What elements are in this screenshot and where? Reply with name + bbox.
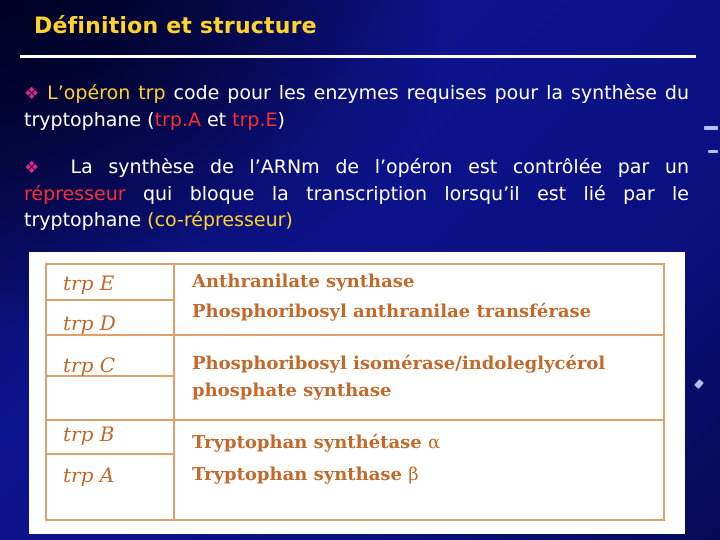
decorative-streak [704,126,718,130]
gene-trpC: trp C [63,353,116,377]
keyword-trpA: trp.A [154,109,201,131]
row-separator [47,453,173,455]
enzyme-table-image [29,252,685,534]
enzyme-trpA [192,462,419,488]
enzyme-trpC-line1: Phosphoribosyl isomérase/indoleglycérol [192,353,606,374]
slide-title: Définition et structure [34,14,317,39]
keyword-repressor: répresseur [24,183,126,205]
alpha-symbol: α [428,432,441,453]
enzyme-trpB [192,430,440,456]
gene-trpD: trp D [63,311,116,335]
enzyme-trpC-line2: phosphate synthase [192,380,392,401]
paragraph-text: ) [277,109,285,131]
keyword-operon: L’opéron trp [47,82,166,104]
keyword-corepressor: (co-répresseur) [147,209,293,231]
enzyme-trpD: Phosphoribosyl anthranilae transférase [192,301,592,322]
paragraph-text: La synthèse de l’ARNm de l’opéron est contrôlée par un [54,156,689,178]
enzyme-trpA-name: Tryptophan synthase [192,464,402,485]
enzyme-trpB-name: Tryptophan synthétase [192,432,422,453]
paragraph-repressor [24,154,689,233]
title-underline [20,55,696,58]
gene-trpE: trp E [63,271,115,295]
paragraph-text: qui bloque la transcription lorsqu’il est lié par le tryptophane [24,183,689,231]
gene-trpB: trp B [63,422,115,446]
paragraph-text: code pour les enzymes requises pour la synthèse du tryptophane ( [24,82,689,131]
beta-symbol: β [408,464,419,485]
diamond-bullet-icon: ❖ [24,84,42,104]
decorative-streak [694,379,704,389]
paragraph-text: et [200,109,233,131]
keyword-trpE: trp.E [232,109,278,131]
enzyme-table [45,263,665,521]
diamond-bullet-icon: ❖ [24,158,49,178]
decorative-streak [708,150,718,153]
enzyme-trpE: Anthranilate synthase [192,271,415,292]
gene-trpA: trp A [63,463,115,487]
paragraph-operon [24,80,689,133]
